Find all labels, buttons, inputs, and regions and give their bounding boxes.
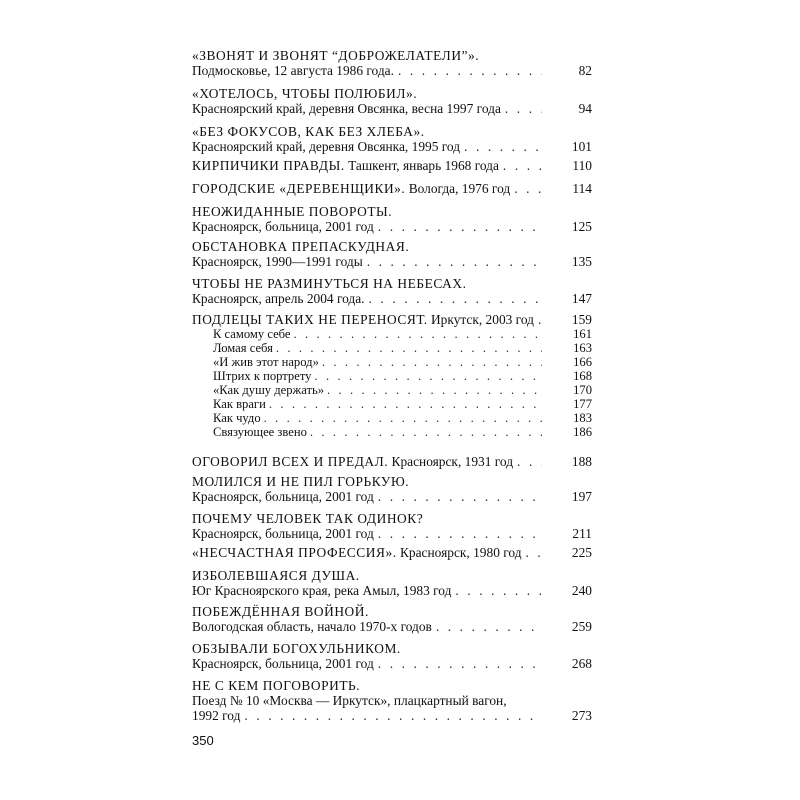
entry-line <box>192 219 592 234</box>
entry-line <box>192 583 592 598</box>
toc-entry <box>192 545 592 560</box>
toc-entry <box>192 239 592 269</box>
entry-title: ИЗБОЛЕВШАЯСЯ ДУША. <box>192 568 360 583</box>
entry-title: ЧТОБЫ НЕ РАЗМИНУТЬСЯ НА НЕБЕСАХ. <box>192 276 467 291</box>
page-number: 197 <box>571 489 592 504</box>
entry-line <box>192 708 592 723</box>
leader-dots <box>464 139 542 154</box>
subentry-title: «Как душу держать» <box>213 383 325 397</box>
toc-entry <box>192 276 592 306</box>
entry-line <box>192 181 592 196</box>
subentry-title: К самому себе <box>213 327 291 341</box>
entry-detail: Красноярск, больница, 2001 год <box>192 489 374 504</box>
entry-title: ПОДЛЕЦЫ ТАКИХ НЕ ПЕРЕНОСЯТ. <box>192 312 428 327</box>
toc-entry <box>192 568 592 598</box>
page-number: 259 <box>571 619 592 634</box>
entry-title: МОЛИЛСЯ И НЕ ПИЛ ГОРЬКУЮ. <box>192 474 410 489</box>
toc-entry <box>192 678 592 723</box>
entry-title: «ХОТЕЛОСЬ, ЧТОБЫ ПОЛЮБИЛ». <box>192 86 418 101</box>
entry-title: «БЕЗ ФОКУСОВ, КАК БЕЗ ХЛЕБА». <box>192 124 425 139</box>
leader-dots <box>378 489 542 504</box>
entry-line <box>192 139 592 154</box>
entry-title: ПОЧЕМУ ЧЕЛОВЕК ТАК ОДИНОК? <box>192 511 424 526</box>
page-number: 82 <box>578 63 592 78</box>
subentry-line <box>213 411 592 425</box>
page-number: 168 <box>573 369 592 383</box>
toc-entry <box>192 312 592 327</box>
entry-line <box>192 656 592 671</box>
page-number: 114 <box>572 181 592 196</box>
toc-entry <box>192 86 592 116</box>
subentry-line <box>213 341 592 355</box>
toc-entry <box>192 511 592 541</box>
subentry-line <box>213 327 592 341</box>
subentry-list <box>213 327 592 439</box>
leader-dots <box>276 341 542 355</box>
entry-title-line <box>192 545 522 560</box>
leader-dots <box>378 526 542 541</box>
toc-entry <box>192 604 592 634</box>
leader-dots <box>538 312 542 327</box>
page-number: 135 <box>571 254 592 269</box>
page-number: 163 <box>573 341 592 355</box>
toc-entry <box>192 181 592 196</box>
entry-detail: Юг Красноярского края, река Амыл, 1983 год <box>192 583 452 598</box>
entry-line <box>192 619 592 634</box>
subentry-line <box>213 383 592 397</box>
entry-title-line <box>192 454 513 469</box>
page-number: 166 <box>573 355 592 369</box>
entry-title: КИРПИЧИКИ ПРАВДЫ. <box>192 158 345 173</box>
leader-dots <box>294 327 543 341</box>
subentry-line <box>213 355 592 369</box>
entry-detail: Красноярск, 1980 год <box>399 545 522 560</box>
page-number: 147 <box>571 291 592 306</box>
page-number: 159 <box>571 312 592 327</box>
entry-line <box>192 101 592 116</box>
leader-dots <box>310 425 542 439</box>
entry-detail: Красноярск, 1931 год <box>391 454 514 469</box>
leader-dots <box>367 254 542 269</box>
page-number: 161 <box>573 327 592 341</box>
toc-entry <box>192 204 592 234</box>
entry-detail: Красноярский край, деревня Овсянка, весна 1997 года <box>192 101 501 116</box>
entry-line <box>192 545 592 560</box>
entry-line <box>192 526 592 541</box>
subentry-title: Связующее звено <box>213 425 307 439</box>
leader-dots <box>244 708 542 723</box>
leader-dots <box>526 545 542 560</box>
entry-detail: Красноярск, апрель 2004 года. <box>192 291 365 306</box>
toc-entry <box>192 454 592 469</box>
page-number: 110 <box>572 158 592 173</box>
entry-title: НЕ С КЕМ ПОГОВОРИТЬ. <box>192 678 361 693</box>
subentry-title: Как чудо <box>213 411 261 425</box>
page-number: 211 <box>572 526 592 541</box>
entry-line <box>192 489 592 504</box>
subentry-title: Ломая себя <box>213 341 273 355</box>
subentry-title: Штрих к портрету <box>213 369 312 383</box>
toc-entry <box>192 124 592 154</box>
entry-title: «НЕСЧАСТНАЯ ПРОФЕССИЯ». <box>192 545 397 560</box>
entry-detail-continued: 1992 год <box>192 708 241 723</box>
leader-dots <box>269 397 542 411</box>
toc-entry <box>192 474 592 504</box>
entry-title-line <box>192 312 534 327</box>
entry-detail: Красноярск, больница, 2001 год <box>192 526 374 541</box>
leader-dots <box>436 619 542 634</box>
entry-title-line <box>192 158 499 173</box>
leader-dots <box>398 63 542 78</box>
entry-title: «ЗВОНЯТ И ЗВОНЯТ “ДОБРОЖЕЛАТЕЛИ”». <box>192 48 480 63</box>
entry-line <box>192 454 592 469</box>
entry-detail: Поезд № 10 «Москва — Иркутск», плацкартный вагон, <box>192 693 507 708</box>
page-number: 177 <box>573 397 592 411</box>
leader-dots <box>369 291 542 306</box>
leader-dots <box>264 411 542 425</box>
leader-dots <box>517 454 542 469</box>
leader-dots <box>322 355 542 369</box>
page-number: 101 <box>571 139 592 154</box>
page-number: 125 <box>571 219 592 234</box>
subentry-line <box>213 425 592 439</box>
toc-entry <box>192 158 592 173</box>
entry-title: ГОРОДСКИЕ «ДЕРЕВЕНЩИКИ». <box>192 181 406 196</box>
page-number: 186 <box>573 425 592 439</box>
entry-title: ПОБЕЖДЁННАЯ ВОЙНОЙ. <box>192 604 369 619</box>
page-number: 268 <box>571 656 592 671</box>
page-number: 225 <box>571 545 592 560</box>
subentry-line <box>213 397 592 411</box>
leader-dots <box>378 219 542 234</box>
leader-dots <box>314 369 542 383</box>
subentry-title: «И жив этот народ» <box>213 355 319 369</box>
entry-detail: Красноярск, 1990—1991 годы <box>192 254 363 269</box>
entry-line <box>192 63 592 78</box>
leader-dots <box>327 383 542 397</box>
entry-detail: Красноярский край, деревня Овсянка, 1995 год <box>192 139 461 154</box>
entry-title: ОБСТАНОВКА ПРЕПАСКУДНАЯ. <box>192 239 410 254</box>
entry-detail: Подмосковье, 12 августа 1986 года. <box>192 63 394 78</box>
entry-detail: Вологодская область, начало 1970-х годов <box>192 619 432 634</box>
page-number: 94 <box>578 101 592 116</box>
entry-detail: Вологда, 1976 год <box>408 181 511 196</box>
entry-detail: Красноярск, больница, 2001 год <box>192 656 374 671</box>
folio-page-number: 350 <box>192 733 214 748</box>
entry-title: ОБЗЫВАЛИ БОГОХУЛЬНИКОМ. <box>192 641 401 656</box>
page-number: 188 <box>571 454 592 469</box>
page-number: 240 <box>571 583 592 598</box>
entry-title: ОГОВОРИЛ ВСЕХ И ПРЕДАЛ. <box>192 454 389 469</box>
leader-dots <box>503 158 542 173</box>
entry-detail: Иркутск, 2003 год <box>431 312 534 327</box>
entry-title-line <box>192 181 510 196</box>
page-number: 273 <box>571 708 592 723</box>
subentry-title: Как враги <box>213 397 266 411</box>
toc-entry <box>192 48 592 78</box>
leader-dots <box>378 656 542 671</box>
entry-line <box>192 291 592 306</box>
toc-entry <box>192 641 592 671</box>
leader-dots <box>455 583 542 598</box>
entry-line <box>192 254 592 269</box>
page-number: 183 <box>573 411 592 425</box>
leader-dots <box>505 101 542 116</box>
entry-line <box>192 312 592 327</box>
entry-detail: Красноярск, больница, 2001 год <box>192 219 374 234</box>
subentry-line <box>213 369 592 383</box>
page-number: 170 <box>573 383 592 397</box>
entry-detail: Ташкент, январь 1968 года <box>348 158 499 173</box>
leader-dots <box>514 181 542 196</box>
entry-line <box>192 158 592 173</box>
entry-title: НЕОЖИДАННЫЕ ПОВОРОТЫ. <box>192 204 393 219</box>
